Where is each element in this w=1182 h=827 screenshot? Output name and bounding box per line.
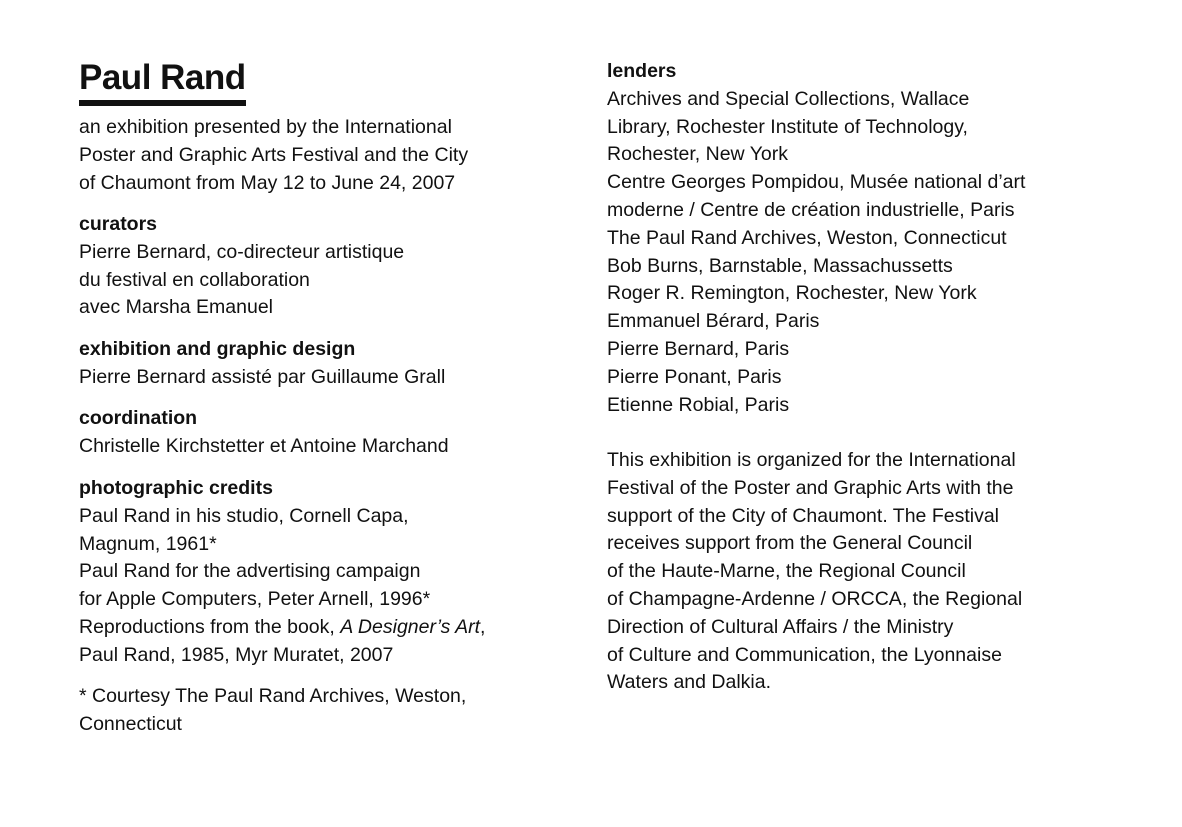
lender-line: The Paul Rand Archives, Weston, Connecticut — [607, 226, 1007, 249]
intro-line: Poster and Graphic Arts Festival and the City — [79, 143, 469, 166]
lenders-section — [607, 58, 1025, 419]
support-line: support of the City of Chaumont. The Festival — [607, 504, 999, 527]
book-prefix: Reproductions from the book, — [79, 615, 341, 638]
lender-line: Bob Burns, Barnstable, Massachussetts — [607, 254, 953, 277]
support-line: of Culture and Communication, the Lyonnaise — [607, 643, 1002, 666]
page-title: Paul Rand — [79, 58, 246, 106]
exhibition-design-line: Pierre Bernard assisté par Guillaume Grall — [79, 365, 446, 388]
curators-line: avec Marsha Emanuel — [79, 296, 274, 319]
intro-line: of Chaumont from May 12 to June 24, 2007 — [79, 171, 456, 194]
footnote-line: * Courtesy The Paul Rand Archives, Weston, — [79, 685, 467, 707]
photo-credits-line: for Apple Computers, Peter Arnell, 1996* — [79, 588, 431, 611]
curators-section — [79, 211, 404, 322]
photo-credits-line: Paul Rand, 1985, Myr Muratet, 2007 — [79, 643, 394, 666]
lender-line: Library, Rochester Institute of Technology, — [607, 115, 968, 138]
lenders-heading: lenders — [607, 60, 677, 82]
curators-heading: curators — [79, 213, 158, 235]
support-line: This exhibition is organized for the International — [607, 449, 1016, 471]
title-wrap — [79, 58, 246, 106]
lender-line: Rochester, New York — [607, 143, 789, 166]
intro-line: an exhibition presented by the International — [79, 116, 452, 138]
coordination-heading: coordination — [79, 407, 198, 429]
lender-line: Etienne Robial, Paris — [607, 393, 790, 416]
photo-credits-line: Paul Rand for the advertising campaign — [79, 560, 421, 583]
support-paragraph — [607, 447, 1022, 697]
support-line: of Champagne-Ardenne / ORCCA, the Regional — [607, 587, 1023, 610]
photo-credits-line: Paul Rand in his studio, Cornell Capa, — [79, 504, 409, 527]
support-line: Festival of the Poster and Graphic Arts with the — [607, 476, 1014, 499]
lender-line: Roger R. Remington, Rochester, New York — [607, 282, 977, 305]
coordination-line: Christelle Kirchstetter et Antoine Marchand — [79, 434, 449, 457]
support-line: Direction of Cultural Affairs / the Ministry — [607, 615, 954, 638]
curators-line: Pierre Bernard, co-directeur artistique — [79, 240, 405, 263]
support-line: Waters and Dalkia. — [607, 671, 772, 694]
lender-line: Pierre Ponant, Paris — [607, 365, 782, 388]
lender-line: Pierre Bernard, Paris — [607, 337, 790, 360]
lender-line: Emmanuel Bérard, Paris — [607, 310, 820, 333]
photo-credits-section — [79, 475, 485, 670]
exhibition-design-section — [79, 336, 445, 392]
photo-credits-line: Magnum, 1961* — [79, 532, 217, 555]
book-title: A Designer’s Art — [340, 615, 481, 638]
support-line: receives support from the General Council — [607, 532, 973, 555]
lender-line: Centre Georges Pompidou, Musée national d’art — [607, 171, 1026, 194]
exhibition-design-heading: exhibition and graphic design — [79, 338, 356, 360]
footnote-line: Connecticut — [79, 712, 182, 735]
lender-line: Archives and Special Collections, Wallace — [607, 87, 970, 110]
photo-credits-heading: photographic credits — [79, 477, 273, 499]
photo-credits-line-book — [79, 614, 485, 642]
curators-line: du festival en collaboration — [79, 268, 310, 291]
lender-line: moderne / Centre de création industrielle, Paris — [607, 198, 1015, 221]
support-line: of the Haute-Marne, the Regional Council — [607, 560, 966, 583]
intro-text — [79, 114, 468, 197]
coordination-section — [79, 405, 449, 461]
footnote — [79, 683, 466, 739]
book-suffix: , — [480, 615, 486, 638]
